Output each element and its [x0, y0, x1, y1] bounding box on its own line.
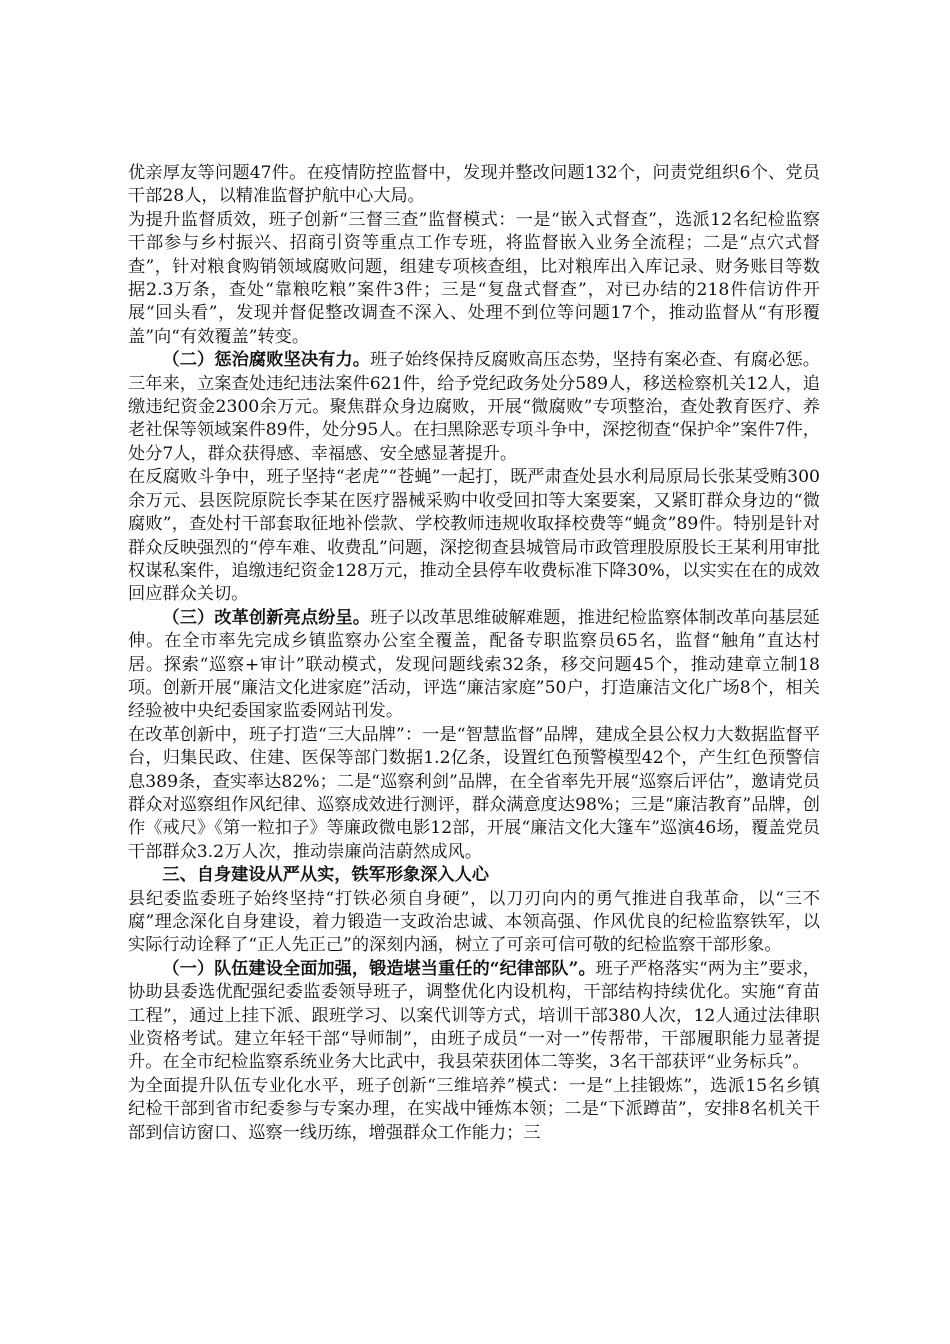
paragraph-6: 在改革创新中，班子打造“三大品牌”：一是“智慧监督”品牌，建成全县公权力大数据监督平台，归集民政、住建、医保等部门数据1.2亿条，设置红色预警模型42个，产生红色预警信息389条，查实率达82%；二是“巡察利剑”品牌，在全省率先开展“巡察后评估”，邀请党员群众对巡察组作风纪律、巡察成效进行测评，群众满意度达98%；三是“廉洁教育”品牌，创作《戒尺》《第一粒扣子》等廉政微电影12部，开展“廉洁文化大篷车”巡演46场，覆盖党员干部群众3.2万人次，推动崇廉尚洁蔚然成风。 — [128, 724, 820, 862]
subheading-2: （二）惩治腐败坚决有力。 — [162, 350, 371, 371]
paragraph-5 — [128, 607, 820, 724]
paragraph-7: 县纪委监委班子始终坚持“打铁必须自身硬”，以刀刃向内的勇气推进自我革命，以“三不腐”理念深化自身建设，着力锻造一支政治忠诚、本领高强、作风优良的纪检监察铁军，以实际行动诠释了“正人先正己”的深刻内涵，树立了可亲可信可敬的纪检监察干部形象。 — [128, 888, 820, 956]
paragraph-1: 优亲厚友等问题47件。在疫情防控监督中，发现并整改问题132个，问责党组织6个、党员干部28人，以精准监督护航中心大局。 — [128, 163, 820, 207]
paragraph-3 — [128, 349, 820, 466]
paragraph-8-body: 班子严格落实“两为主”要求，协助县委选优配强纪委监委领导班子，调整优化内设机构，干部结构持续优化。实施“育苗工程”，通过上挂下派、跟班学习、以案代训等方式，培训干部380人次，12人通过法律职业资格考试。建立年轻干部“导师制”，由班子成员“一对一”传帮带，干部履职能力显著提升。在全市纪检监察系统业务大比武中，我县荣获团体二等奖，3名干部获评“业务标兵”。 — [128, 958, 820, 1073]
subheading-3: （三）改革创新亮点纷呈。 — [162, 607, 371, 628]
document-page — [128, 162, 820, 1145]
paragraph-8 — [128, 958, 820, 1075]
paragraph-5-body: 班子以改革思维破解难题，推进纪检监察体制改革向基层延伸。在全市率先完成乡镇监察办公室全覆盖，配备专职监察员65名，监督“触角”直达村居。探索“巡察+审计”联动模式，发现问题线索32条，移交问题45个，推动建章立制18项。创新开展“廉洁文化进家庭”活动，评选“廉洁家庭”50户，打造廉洁文化广场8个，相关经验被中央纪委国家监委网站刊发。 — [128, 607, 820, 722]
subheading-1: （一）队伍建设全面加强，锻造堪当重任的“纪律部队”。 — [162, 958, 596, 979]
paragraph-9: 为全面提升队伍专业化水平，班子创新“三维培养”模式：一是“上挂锻炼”，选派15名乡镇纪检干部到省市纪委参与专案办理，在实战中锤炼本领；二是“下派蹲苗”，安排8名机关干部到信访窗口、巡察一线历练，增强群众工作能力；三 — [128, 1075, 820, 1143]
paragraph-2: 为提升监督质效，班子创新“三督三查”监督模式：一是“嵌入式督查”，选派12名纪检监察干部参与乡村振兴、招商引资等重点工作专班，将监督嵌入业务全流程；二是“点穴式督查”，针对粮食购销领域腐败问题，组建专项核查组，比对粮库出入库记录、财务账目等数据2.3万条，查处“靠粮吃粮”案件3件；三是“复盘式督查”，对已办结的218件信访件开展“回头看”，发现并督促整改调查不深入、处理不到位等问题17个，推动监督从“有形覆盖”向“有效覆盖”转变。 — [128, 209, 820, 347]
paragraph-3-body: 班子始终保持反腐败高压态势，坚持有案必查、有腐必惩。三年来，立案查处违纪违法案件621件，给予党纪政务处分589人，移送检察机关12人，追缴违纪资金2300余万元。聚焦群众身边腐败，开展“微腐败”专项整治，查处教育医疗、养老社保等领域案件89件，处分95人。在扫黑除恶专项斗争中，深挖彻查“保护伞”案件7件，处分7人，群众获得感、幸福感、安全感显著提升。 — [128, 350, 820, 464]
section-heading-3: 三、自身建设从严从实，铁军形象深入人心 — [162, 865, 489, 886]
paragraph-4: 在反腐败斗争中，班子坚持“老虎”“苍蝇”一起打，既严肃查处县水利局原局长张某受贿300余万元、县医院原院长李某在医疗器械采购中收受回扣等大案要案，又紧盯群众身边的“微腐败”，查处村干部套取征地补偿款、学校教师违规收取择校费等“蝇贪”89件。特别是针对群众反映强烈的“停车难、收费乱”问题，深挖彻查县城管局市政管理股原股长王某利用审批权谋私案件，追缴违纪资金128万元，推动全县停车收费标准下降30%，以实实在在的成效回应群众关切。 — [128, 467, 820, 605]
